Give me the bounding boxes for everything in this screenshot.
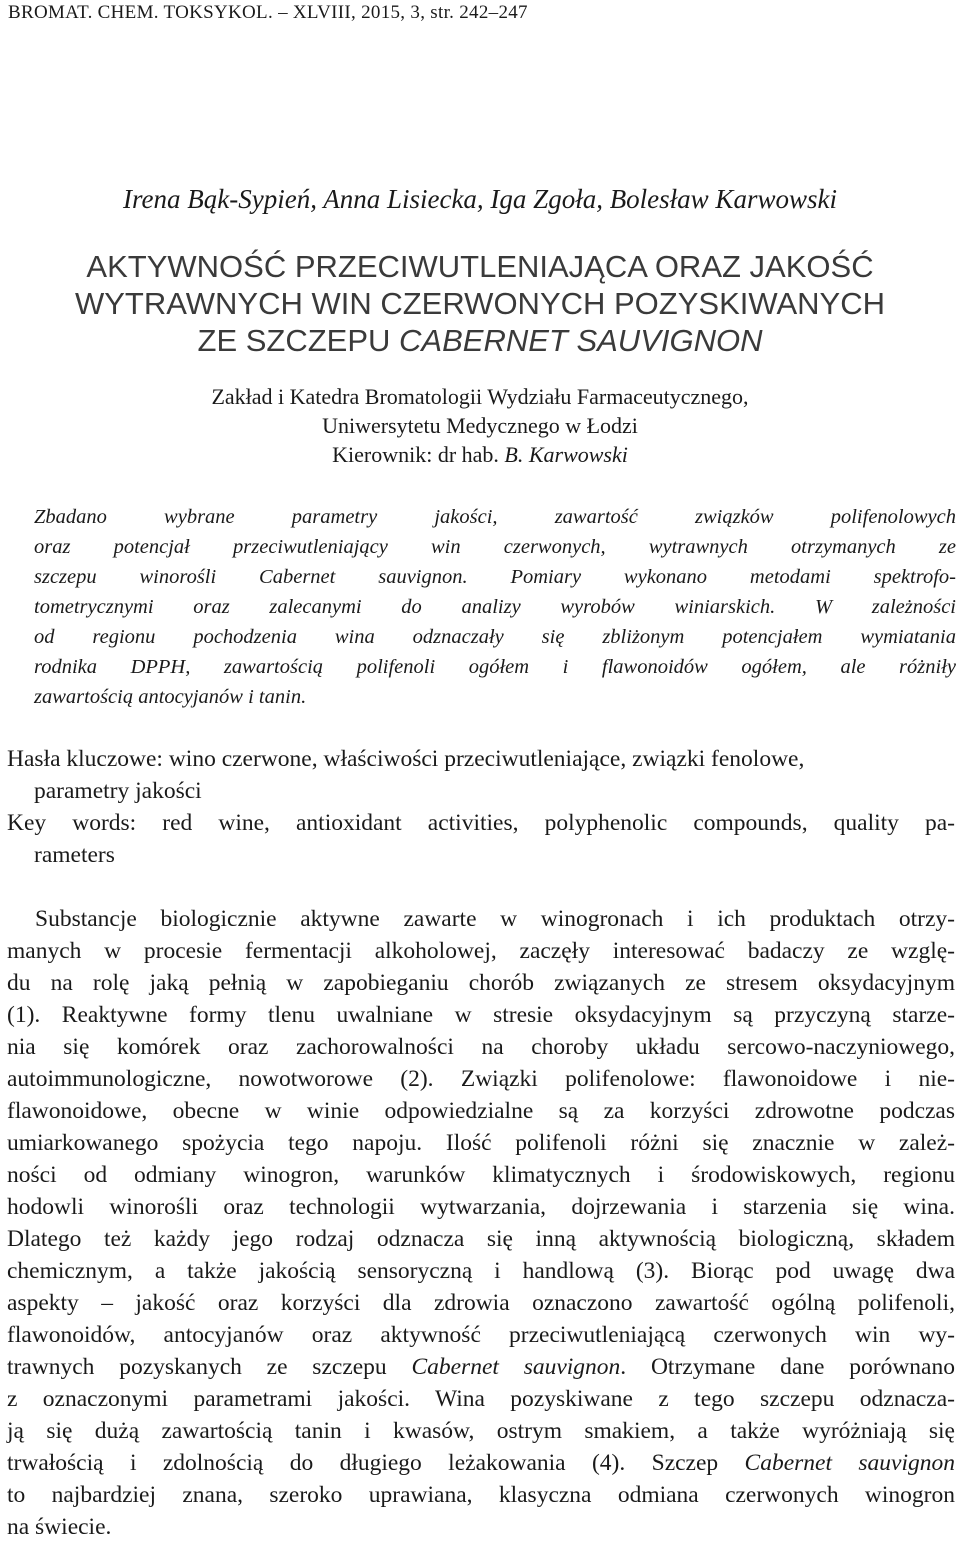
abstract-line: oraz potencjał przeciwutleniający win czerwonych, wytrawnych otrzymanych ze <box>34 536 956 558</box>
body-line: Dlatego też każdy jego rodzaj odznacza się inną aktywnością biologiczną, składem <box>7 1226 955 1252</box>
body-line: Substancje biologicznie aktywne zawarte w winogronach i ich produktach otrzy- <box>35 906 955 932</box>
abstract-line: Zbadano wybrane parametry jakości, zawartość związków polifenolowych <box>34 506 956 528</box>
affiliation-line: Zakład i Katedra Bromatologii Wydziału Farmaceutycznego, <box>211 384 749 409</box>
title-line-prefix: ZE SZCZEPU <box>197 323 400 358</box>
abstract-line: od regionu pochodzenia wina odznaczały się zbliżonym potencjałem wymiatania <box>34 626 956 648</box>
abstract-line: tometrycznymi oraz zalecanymi do analizy wyrobów winiarskich. W zależności <box>34 596 956 618</box>
body-line-part: . Otrzymane dane porównano <box>620 1354 955 1380</box>
body-line: flawonoidowe, obecne w winie odpowiedzialne są za korzyści zdrowotne podczas <box>7 1098 955 1124</box>
abstract-line: zawartością antocyjanów i tanin. <box>34 686 307 708</box>
body-line: ją się dużą zawartością tanin i kwasów, ostrym smakiem, a także wyróżniają się <box>7 1418 955 1444</box>
body-cultivar-name: Cabernet sauvignon <box>744 1450 955 1476</box>
abstract-line: szczepu winorośli Cabernet sauvignon. Pomiary wykonano metodami spektrofo- <box>34 566 956 588</box>
body-line: autoimmunologiczne, nowotworowe (2). Związki polifenolowe: flawonoidowe i nie- <box>7 1066 955 1092</box>
body-line: (1). Reaktywne formy tlenu uwalniane w stresie oksydacyjnym są przyczyną starze- <box>7 1002 955 1028</box>
body-line-part: trwałością i zdolnością do długiego leżakowania (4). Szczep <box>7 1450 745 1476</box>
affiliation-head <box>0 440 960 469</box>
title-line <box>0 322 960 359</box>
body-line: z oznaczonymi parametrami jakości. Wina pozyskiwane z tego szczepu odznacza- <box>7 1386 955 1412</box>
keywords-en-line: Key words: red wine, antioxidant activities, polyphenolic compounds, quality pa- <box>7 810 955 836</box>
affiliation-line: Uniwersytetu Medycznego w Łodzi <box>322 413 638 438</box>
keywords-pl-line: parametry jakości <box>34 778 202 804</box>
keywords-section <box>7 743 955 871</box>
body-line: na świecie. <box>7 1514 112 1540</box>
body-line: manych w procesie fermentacji alkoholowej, zaczęły interesować badaczy ze wzglę- <box>7 938 955 964</box>
body-line: aspekty – jakość oraz korzyści dla zdrowia oznaczono zawartość ogólną polifenoli, <box>7 1290 955 1316</box>
affiliation-head-prefix: Kierownik: dr hab. <box>332 442 505 467</box>
abstract <box>34 502 956 712</box>
affiliation <box>0 382 960 469</box>
paper-title <box>0 248 960 359</box>
body-line: du na rolę jaką pełnią w zapobieganiu chorób związanych ze stresem oksydacyjnym <box>7 970 955 996</box>
body-line-part: trawnych pozyskanych ze szczepu <box>7 1354 412 1380</box>
body-line: hodowli winorośli oraz technologii wytwarzania, dojrzewania i starzenia się wina. <box>7 1194 955 1220</box>
abstract-line: rodnika DPPH, zawartością polifenoli ogółem i flawonoidów ogółem, ale różniły <box>34 656 956 678</box>
keywords-en-line: rameters <box>34 842 115 868</box>
body-line: flawonoidów, antocyjanów oraz aktywność przeciwutleniającą czerwonych win wy- <box>7 1322 955 1348</box>
body-paragraph <box>7 903 955 1543</box>
author-list: Irena Bąk-Sypień, Anna Lisiecka, Iga Zgoła, Bolesław Karwowski <box>123 184 837 214</box>
affiliation-head-name: B. Karwowski <box>504 442 628 467</box>
title-cultivar-name: CABERNET SAUVIGNON <box>399 323 763 358</box>
keywords-pl-line: Hasła kluczowe: wino czerwone, właściwości przeciwutleniające, związki fenolowe, <box>7 746 805 772</box>
title-line: WYTRAWNYCH WIN CZERWONYCH POZYSKIWANYCH <box>74 286 885 321</box>
body-line <box>7 1351 955 1383</box>
journal-header: BROMAT. CHEM. TOKSYKOL. – XLVIII, 2015, 3, str. 242–247 <box>8 2 528 23</box>
body-line: nia się komórek oraz zachorowalności na choroby układu sercowo-naczyniowego, <box>7 1034 955 1060</box>
body-line: chemicznym, a także jakością sensoryczną i handlową (3). Biorąc pod uwagę dwa <box>7 1258 955 1284</box>
body-line: ności od odmiany winogron, warunków klimatycznych i środowiskowych, regionu <box>7 1162 955 1188</box>
title-line: AKTYWNOŚĆ PRZECIWUTLENIAJĄCA ORAZ JAKOŚĆ <box>86 249 874 284</box>
body-line <box>7 1447 955 1479</box>
body-cultivar-name: Cabernet sauvignon <box>411 1354 621 1380</box>
body-line: to najbardziej znana, szeroko uprawiana, klasyczna odmiana czerwonych winogron <box>7 1482 955 1508</box>
body-line: umiarkowanego spożycia tego napoju. Ilość polifenoli różni się znacznie w zależ- <box>7 1130 955 1156</box>
